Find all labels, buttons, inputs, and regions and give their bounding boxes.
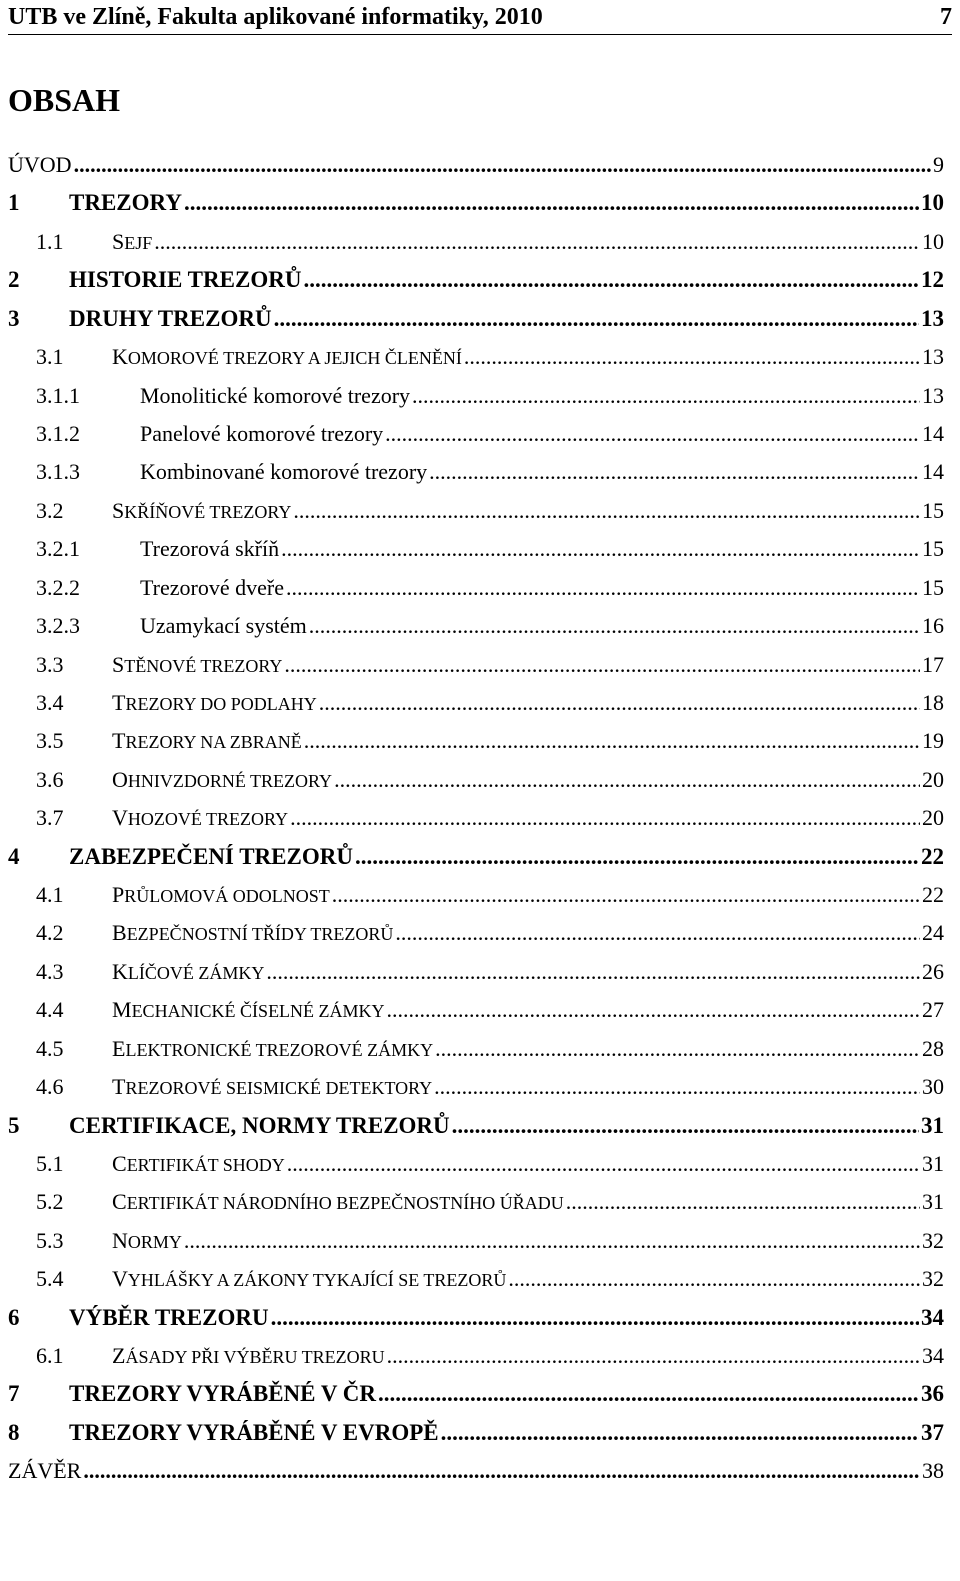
toc-dot-leader [74, 152, 931, 178]
toc-entry-page: 9 [933, 152, 944, 177]
header-page-number: 7 [940, 4, 952, 30]
toc-entry-label: Kombinované komorové trezory [140, 459, 428, 485]
toc-entry[interactable] [8, 1305, 944, 1331]
toc-entry[interactable] [8, 805, 944, 831]
toc-entry-page: 18 [922, 689, 944, 715]
toc-dot-leader [271, 1305, 919, 1331]
toc-dot-leader [319, 690, 920, 716]
toc-entry-number: 1 [8, 190, 20, 216]
toc-entry-label: PRŮLOMOVÁ ODOLNOST [112, 882, 330, 907]
toc-entry-page: 16 [922, 613, 944, 638]
toc-entry-label: TREZORY VYRÁBĚNÉ V ČR [69, 1381, 376, 1407]
toc-entry-page: 24 [922, 920, 944, 946]
toc-entry[interactable] [8, 767, 944, 793]
toc-entry-number: 3.1.2 [36, 420, 80, 446]
toc-entry[interactable] [8, 344, 944, 370]
toc-entry[interactable] [8, 152, 944, 178]
toc-entry-label: ZABEZPEČENÍ TREZORŮ [69, 843, 353, 869]
header-rule [8, 34, 952, 35]
toc-entry[interactable] [8, 421, 944, 447]
page-title: OBSAH [8, 82, 121, 118]
toc-entry[interactable] [8, 959, 944, 985]
toc-dot-leader [412, 383, 920, 409]
toc-entry[interactable] [8, 267, 944, 293]
toc-entry-page: 36 [921, 1381, 944, 1407]
toc-dot-leader [287, 1151, 920, 1177]
toc-dot-leader [355, 844, 919, 870]
toc-entry-label: ELEKTRONICKÉ TREZOROVÉ ZÁMKY [112, 1035, 434, 1061]
toc-entry-label: NORMY [112, 1227, 182, 1253]
toc-entry[interactable] [8, 498, 944, 524]
toc-entry[interactable] [8, 1343, 944, 1369]
toc-dot-leader [452, 1113, 919, 1139]
toc-entry-label: VHOZOVÉ TREZORY [112, 805, 289, 831]
toc-entry-page: 28 [922, 1035, 944, 1061]
toc-entry-number: 3.5 [36, 728, 64, 754]
toc-dot-leader [274, 306, 919, 332]
toc-entry-label: VYHLÁŠKY A ZÁKONY TYKAJÍCÍ SE TREZORŮ [112, 1266, 507, 1292]
toc-dot-leader [508, 1266, 920, 1292]
toc-entry-label: DRUHY TREZORŮ [69, 305, 272, 331]
toc-entry-label: TREZORY DO PODLAHY [112, 689, 317, 715]
toc-entry-label: CERTIFIKÁT SHODY [112, 1150, 285, 1176]
toc-entry-number: 3.7 [36, 805, 64, 831]
toc-entry[interactable] [8, 1074, 944, 1100]
toc-entry[interactable] [8, 882, 944, 908]
toc-entry-number: 1.1 [36, 228, 64, 254]
toc-entry-label: Uzamykací systém [140, 613, 307, 638]
toc-dot-leader [332, 882, 920, 908]
toc-entry[interactable] [8, 190, 944, 216]
toc-dot-leader [309, 613, 920, 639]
toc-entry-page: 17 [922, 651, 944, 677]
toc-entry-label: KOMOROVÉ TREZORY A JEJICH ČLENĚNÍ [112, 344, 462, 370]
toc-entry-number: 4.6 [36, 1074, 64, 1100]
toc-entry-page: 13 [922, 344, 944, 370]
toc-entry-number: 5.2 [36, 1189, 64, 1215]
toc-entry-number: 5.1 [36, 1150, 64, 1176]
toc-dot-leader [303, 267, 919, 293]
toc-entry-number: 4.2 [36, 920, 64, 946]
toc-dot-leader [434, 1074, 920, 1100]
toc-entry-page: 34 [921, 1304, 944, 1330]
toc-entry-number: 3.2.2 [36, 574, 80, 600]
toc-entry-page: 34 [922, 1343, 944, 1368]
toc-entry[interactable] [8, 652, 944, 678]
toc-entry-number: 5.3 [36, 1227, 64, 1253]
toc-entry-page: 15 [922, 574, 944, 600]
toc-dot-leader [304, 728, 920, 754]
toc-entry[interactable] [8, 920, 944, 946]
toc-entry-number: 3.2.1 [36, 536, 80, 562]
toc-entry-page: 31 [921, 1112, 944, 1138]
toc-entry-number: 2 [8, 267, 20, 293]
toc-entry-number: 3.1.1 [36, 382, 80, 408]
toc-entry-number: 4.4 [36, 997, 64, 1023]
toc-entry-number: 3.1 [36, 344, 64, 370]
toc-entry-page: 22 [922, 882, 944, 907]
toc-entry-label: HISTORIE TREZORŮ [69, 267, 302, 293]
toc-entry[interactable] [8, 1420, 944, 1446]
toc-entry-page: 20 [922, 805, 944, 831]
toc-entry-number: 7 [8, 1381, 20, 1407]
toc-entry[interactable] [8, 728, 944, 754]
toc-entry-number: 4 [8, 843, 20, 869]
toc-entry-number: 6 [8, 1304, 20, 1330]
toc-entry-label: SEJF [112, 228, 153, 254]
running-header [8, 2, 952, 32]
toc-entry[interactable] [8, 1228, 944, 1254]
toc-entry[interactable] [8, 1113, 944, 1139]
toc-dot-leader [281, 536, 920, 562]
toc-entry-page: 30 [922, 1074, 944, 1100]
toc-entry[interactable] [8, 459, 944, 485]
toc-entry-page: 38 [922, 1458, 944, 1484]
toc-entry-number: 3.1.3 [36, 459, 80, 485]
toc-entry-page: 14 [922, 459, 944, 485]
toc-entry-page: 32 [922, 1227, 944, 1253]
toc-entry-page: 10 [922, 228, 944, 254]
toc-entry-number: 3 [8, 305, 20, 331]
toc-entry-label: Trezorová skříň [140, 536, 280, 562]
toc-dot-leader [387, 997, 920, 1023]
toc-entry-label: CERTIFIKÁT NÁRODNÍHO BEZPEČNOSTNÍHO ÚŘADU [112, 1189, 564, 1215]
toc-dot-leader [464, 344, 920, 370]
toc-dot-leader [266, 959, 920, 985]
toc-entry-page: 15 [922, 497, 944, 523]
toc-entry-number: 4.1 [36, 882, 64, 907]
toc-entry[interactable] [8, 1189, 944, 1215]
toc-dot-leader [286, 575, 920, 601]
toc-entry-label: Trezorové dveře [140, 574, 284, 600]
toc-entry[interactable] [8, 1381, 944, 1407]
toc-entry[interactable] [8, 1458, 944, 1484]
toc-dot-leader [387, 1343, 920, 1369]
toc-entry-label: KLÍČOVÉ ZÁMKY [112, 958, 265, 984]
toc-entry-number: 6.1 [36, 1343, 64, 1368]
toc-dot-leader [385, 421, 920, 447]
toc-entry[interactable] [8, 229, 944, 255]
toc-entry-page: 31 [922, 1189, 944, 1215]
toc-entry-page: 12 [921, 267, 944, 293]
toc-entry-label: MECHANICKÉ ČÍSELNÉ ZÁMKY [112, 997, 385, 1023]
header-title: UTB ve Zlíně, Fakulta aplikované informatiky, 2010 [8, 4, 543, 30]
toc-dot-leader [184, 190, 919, 216]
toc-entry[interactable] [8, 575, 944, 601]
toc-entry-label: TREZORY VYRÁBĚNÉ V EVROPĚ [69, 1419, 439, 1445]
toc-dot-leader [378, 1381, 919, 1407]
toc-dot-leader [441, 1420, 919, 1446]
toc-entry-number: 3.2.3 [36, 613, 80, 638]
toc-entry-label: CERTIFIKACE, NORMY TREZORŮ [69, 1112, 450, 1138]
toc-dot-leader [290, 805, 920, 831]
toc-dot-leader [435, 1036, 920, 1062]
toc-entry[interactable] [8, 1036, 944, 1062]
toc-entry[interactable] [8, 1266, 944, 1292]
toc-entry-page: 13 [922, 382, 944, 408]
toc-dot-leader [566, 1189, 920, 1215]
toc-entry-page: 31 [922, 1150, 944, 1176]
toc-entry[interactable] [8, 1151, 944, 1177]
toc-entry-number: 5 [8, 1112, 20, 1138]
toc-entry-number: 3.3 [36, 651, 64, 677]
toc-entry[interactable] [8, 690, 944, 716]
toc-entry-label: BEZPEČNOSTNÍ TŘÍDY TREZORŮ [112, 920, 394, 946]
toc-entry[interactable] [8, 844, 944, 870]
toc-entry-page: 14 [922, 420, 944, 446]
toc-dot-leader [284, 652, 920, 678]
toc-entry-label: STĚNOVÉ TREZORY [112, 651, 283, 677]
toc-dot-leader [395, 920, 920, 946]
toc-entry[interactable] [8, 997, 944, 1023]
toc-entry-label: SKŘÍŇOVÉ TREZORY [112, 497, 292, 523]
toc-entry-page: 10 [921, 190, 944, 216]
toc-entry-label: TREZORY NA ZBRANĚ [112, 728, 302, 754]
toc-entry-number: 3.4 [36, 689, 64, 715]
toc-entry-page: 20 [922, 766, 944, 792]
toc-dot-leader [154, 229, 920, 255]
toc-entry-number: 5.4 [36, 1266, 64, 1292]
toc-entry-number: 4.3 [36, 958, 64, 984]
toc-entry-label: Monolitické komorové trezory [140, 382, 411, 408]
toc-dot-leader [429, 459, 920, 485]
toc-dot-leader [83, 1458, 920, 1484]
toc-entry-page: 22 [921, 843, 944, 869]
toc-entry-label: VÝBĚR TREZORU [69, 1304, 269, 1330]
toc-entry[interactable] [8, 383, 944, 409]
toc-entry-page: 32 [922, 1266, 944, 1292]
toc-entry[interactable] [8, 613, 944, 639]
toc-entry-number: 8 [8, 1419, 20, 1445]
toc-entry-label: ÚVOD [8, 152, 72, 177]
toc-entry[interactable] [8, 306, 944, 332]
toc-entry-label: Panelové komorové trezory [140, 420, 384, 446]
toc-entry-page: 15 [922, 536, 944, 562]
toc-entry-label: ZÁSADY PŘI VÝBĚRU TREZORU [112, 1343, 385, 1368]
toc-dot-leader [334, 767, 920, 793]
toc-entry-page: 37 [921, 1419, 944, 1445]
toc-entry-number: 4.5 [36, 1035, 64, 1061]
toc-entry[interactable] [8, 536, 944, 562]
toc-entry-label: TREZORY [69, 190, 182, 216]
toc-entry-label: TREZOROVÉ SEISMICKÉ DETEKTORY [112, 1074, 433, 1100]
toc-entry-number: 3.6 [36, 766, 64, 792]
toc-entry-page: 19 [922, 728, 944, 754]
toc-entry-page: 27 [922, 997, 944, 1023]
toc-dot-leader [293, 498, 920, 524]
toc-entry-page: 26 [922, 958, 944, 984]
toc-dot-leader [184, 1228, 920, 1254]
toc-entry-page: 13 [921, 305, 944, 331]
toc-entry-number: 3.2 [36, 497, 64, 523]
toc-entry-label: ZÁVĚR [8, 1458, 82, 1484]
toc-entry-label: OHNIVZDORNÉ TREZORY [112, 766, 333, 792]
